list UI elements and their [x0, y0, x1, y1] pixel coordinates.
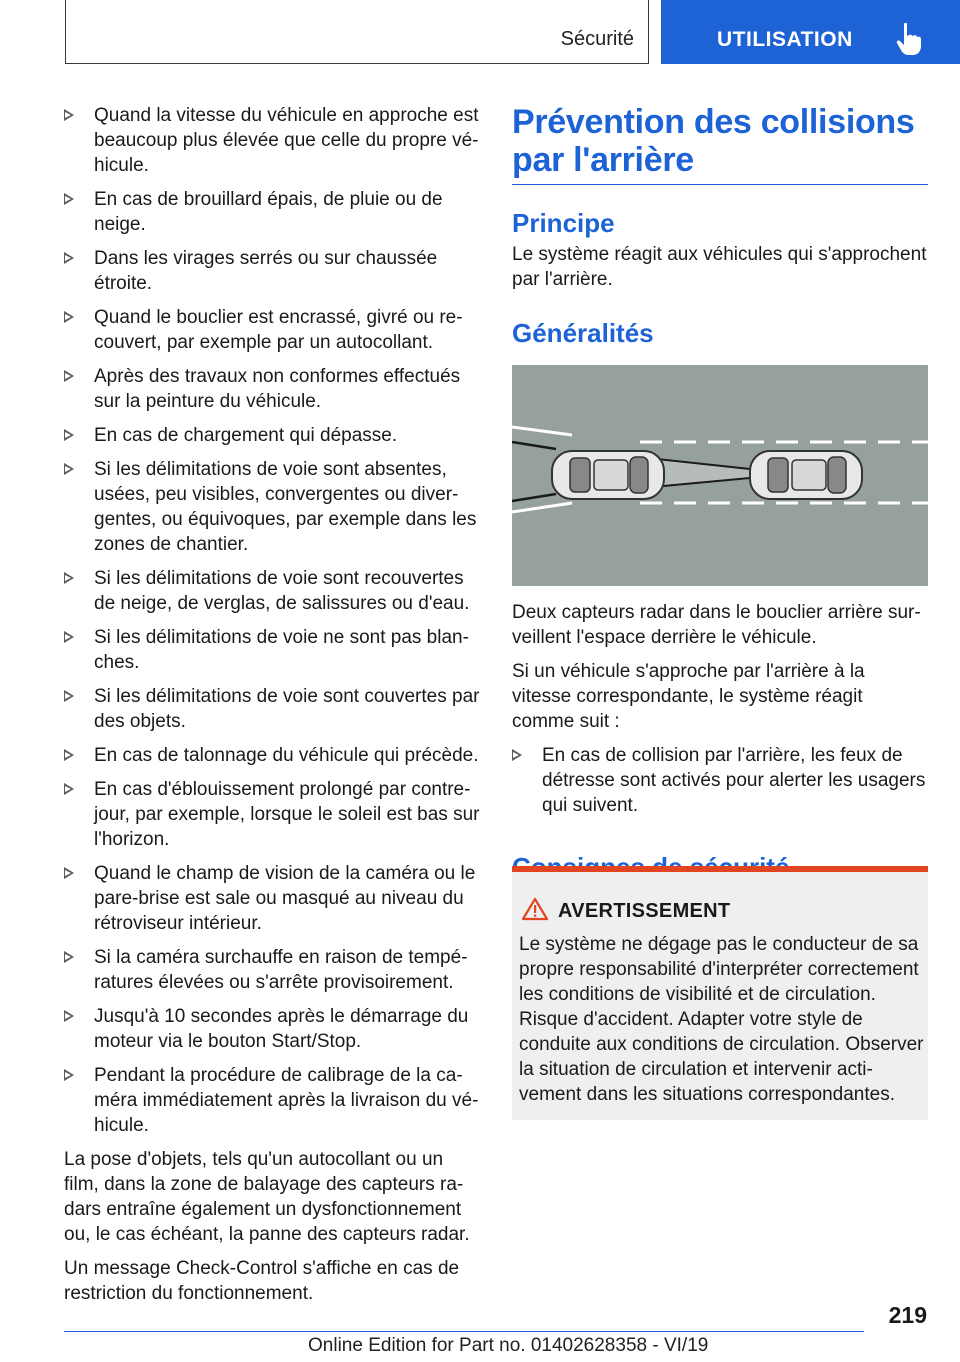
general-text-1: Deux capteurs radar dans le bouclier arrière surveillent l'espace derrière le véhicule.: [512, 602, 921, 648]
list-item: Quand la vitesse du véhicule en approche est beaucoup plus élevée que celle du propre véhicule.: [64, 103, 482, 178]
warning-box: [512, 866, 928, 1120]
triangle-bullet-icon: [64, 572, 74, 584]
header-section-box: [65, 0, 649, 64]
right-column-lower: [512, 600, 928, 882]
reaction-list: [512, 743, 928, 818]
radar-obstruction-paragraph: La pose d'objets, tels qu'un autocollant ou un film, dans la zone de balayage des capteurs radars entraîne également un dysfonctionnement ou, le cas échéant, la panne des capteurs radar.: [64, 1149, 470, 1245]
triangle-bullet-icon: [64, 690, 74, 702]
footer-divider: [64, 1331, 864, 1332]
list-item: Si la caméra surchauffe en raison de températures élevées ou s'arrête provisoirement.: [64, 945, 482, 995]
triangle-bullet-icon: [64, 370, 74, 382]
list-item: Si les délimitations de voie sont couvertes par des objets.: [64, 684, 482, 734]
front-car-icon: [750, 451, 862, 499]
header-section-title: Sécurité: [560, 28, 634, 50]
triangle-bullet-icon: [64, 109, 74, 121]
triangle-bullet-icon: [64, 429, 74, 441]
title-divider: [512, 184, 928, 185]
triangle-bullet-icon: [64, 783, 74, 795]
conditions-list: [64, 103, 482, 1138]
list-item: Après des travaux non conformes effectués sur la peinture du véhicule.: [64, 364, 482, 414]
page-number: 219: [888, 1302, 927, 1328]
principle-text: Le système réagit aux véhicules qui s'approchent par l'arrière.: [512, 244, 927, 290]
triangle-bullet-icon: [64, 749, 74, 761]
list-item: Si les délimitations de voie ne sont pas blanches.: [64, 625, 482, 675]
triangle-bullet-icon: [64, 1010, 74, 1022]
warning-triangle-icon: [522, 897, 548, 921]
list-item: Quand le bouclier est encrassé, givré ou recouvert, par exemple par un autocollant.: [64, 305, 482, 355]
footer-edition: Online Edition for Part no. 01402628358 - VI/19: [308, 1335, 709, 1356]
list-item: En cas de talonnage du véhicule qui précède.: [64, 743, 482, 768]
triangle-bullet-icon: [64, 463, 74, 475]
list-item: Jusqu'à 10 secondes après le démarrage du moteur via le bouton Start/Stop.: [64, 1004, 482, 1054]
right-column: [512, 103, 928, 348]
list-item: Quand le champ de vision de la caméra ou le pare-brise est sale ou masqué au niveau du rétroviseur intérieur.: [64, 861, 482, 936]
list-item: Pendant la procédure de calibrage de la caméra immédiatement après la livraison du véhicule.: [64, 1063, 482, 1138]
list-item: En cas d'éblouissement prolongé par contrejour, par exemple, lorsque le soleil est bas sur l'horizon.: [64, 777, 482, 852]
triangle-bullet-icon: [64, 867, 74, 879]
left-column: [64, 103, 482, 1306]
section-title: Prévention des collisions par l'arrière: [512, 103, 915, 179]
list-item: Si les délimitations de voie sont absentes, usées, peu visibles, convergentes ou divergentes, ou équivoques, par exemple dans les zones de chantier.: [64, 457, 482, 557]
rear-car-icon: [552, 451, 664, 499]
general-text-2: Si un véhicule s'approche par l'arrière à la vitesse correspondante, le système réagit comme suit :: [512, 661, 865, 732]
general-heading: Généralités: [512, 318, 654, 348]
triangle-bullet-icon: [64, 631, 74, 643]
triangle-bullet-icon: [512, 749, 522, 761]
pointing-hand-icon: [895, 22, 923, 56]
warning-title: AVERTISSEMENT: [558, 900, 731, 922]
list-item: En cas de collision par l'arrière, les feux de détresse sont activés pour alerter les usagers qui suivent.: [512, 743, 928, 818]
rear-collision-illustration: [512, 365, 928, 586]
header-chapter-tab: [661, 0, 960, 64]
triangle-bullet-icon: [64, 252, 74, 264]
list-item: Dans les virages serrés ou sur chaussée étroite.: [64, 246, 482, 296]
check-control-paragraph: Un message Check-Control s'affiche en cas de restriction du fonctionnement.: [64, 1258, 460, 1304]
triangle-bullet-icon: [64, 193, 74, 205]
principle-heading: Principe: [512, 208, 615, 238]
triangle-bullet-icon: [64, 311, 74, 323]
triangle-bullet-icon: [64, 1069, 74, 1081]
triangle-bullet-icon: [64, 951, 74, 963]
list-item: Si les délimitations de voie sont recouvertes de neige, de verglas, de salissures ou d'eau.: [64, 566, 482, 616]
warning-text: Le système ne dégage pas le conducteur de sa propre responsabilité d'interpréter correctement les conditions de visibilité et de circulation. Risque d'accident. Adapter votre style de conduite aux conditions de circulation. Observer la situation de circulation et intervenir activement dans les situations correspondantes.: [519, 934, 924, 1105]
list-item: En cas de brouillard épais, de pluie ou de neige.: [64, 187, 482, 237]
header-chapter-title: UTILISATION: [717, 28, 853, 51]
list-item: En cas de chargement qui dépasse.: [64, 423, 482, 448]
